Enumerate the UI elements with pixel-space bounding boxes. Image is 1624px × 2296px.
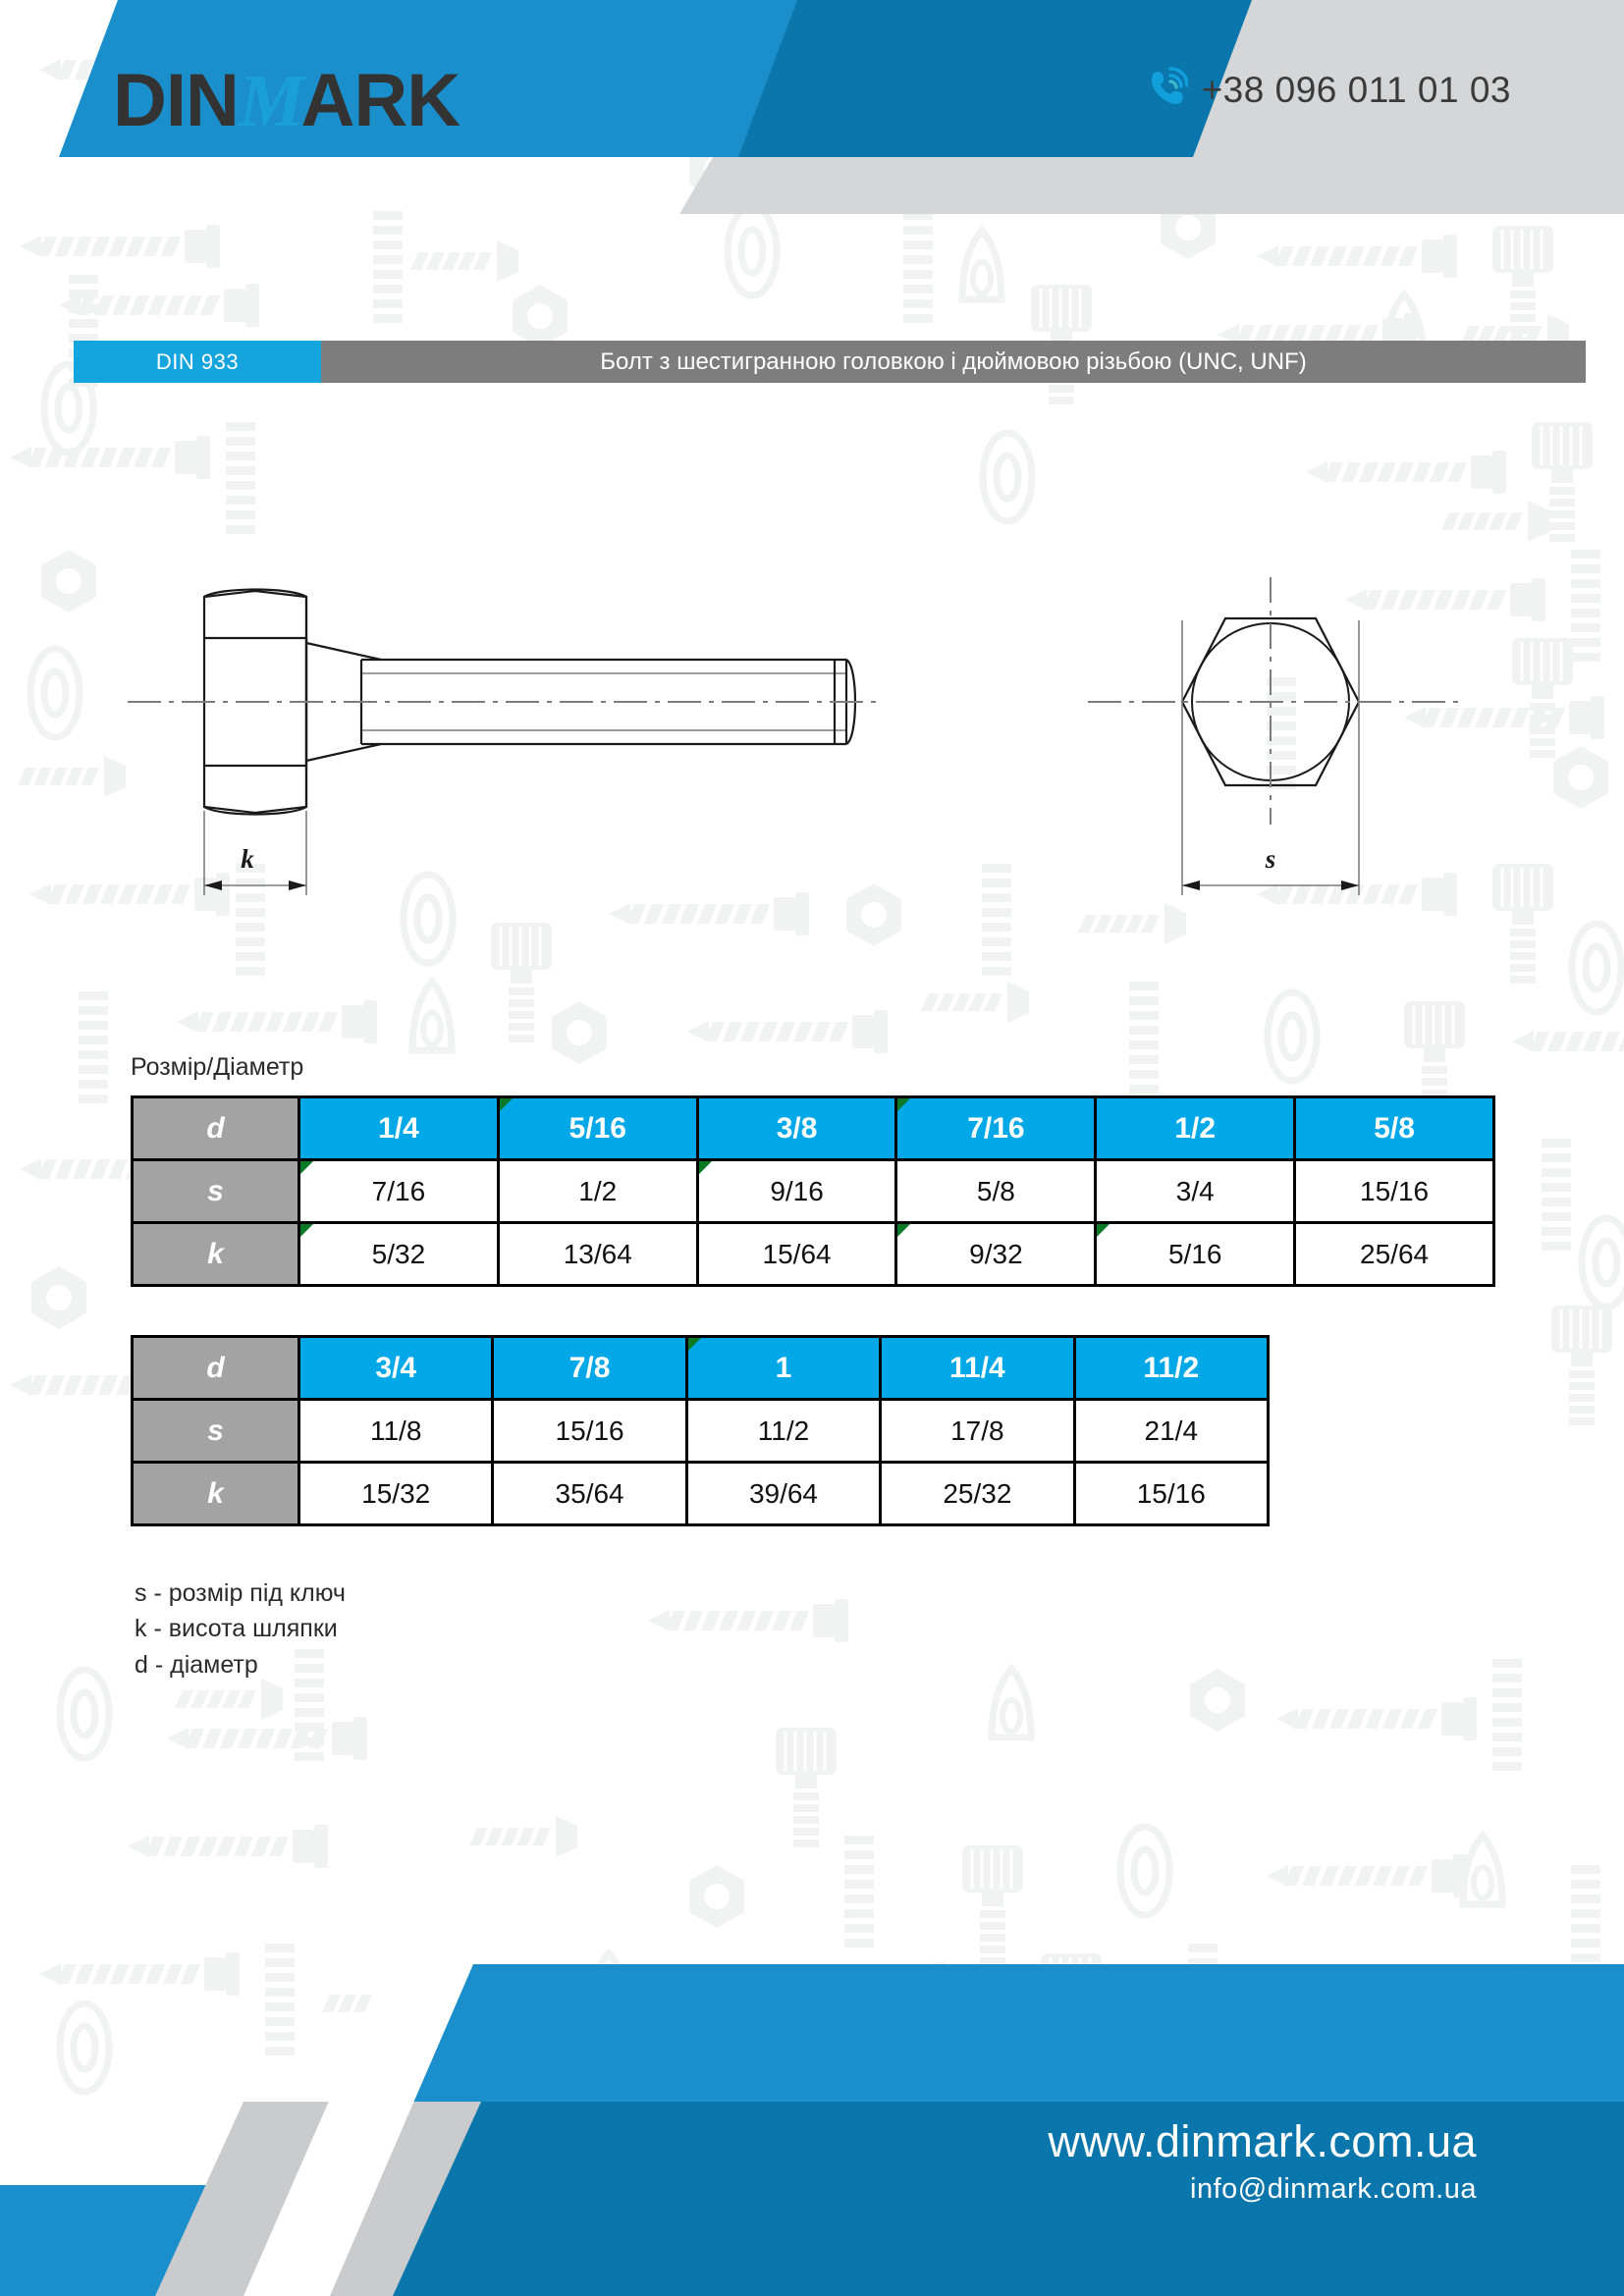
logo-text-ark: ARK xyxy=(300,59,460,142)
dimensions-table-2 xyxy=(131,1335,1270,1526)
table-cell: 1/4 xyxy=(299,1097,499,1160)
table-cell: 5/16 xyxy=(1096,1223,1295,1286)
size-diameter-caption: Розмір/Діаметр xyxy=(131,1053,304,1081)
logo-text-m: M xyxy=(238,60,301,142)
table-cell: 7/16 xyxy=(896,1097,1096,1160)
table-cell: 5/8 xyxy=(896,1160,1096,1223)
table-cell: 35/64 xyxy=(493,1463,686,1525)
table-cell: 25/64 xyxy=(1295,1223,1494,1286)
table-cell: 25/32 xyxy=(881,1463,1074,1525)
row-label-d: d xyxy=(133,1337,299,1400)
product-title: Болт з шестигранною головкою і дюймовою різьбою (UNC, UNF) xyxy=(321,341,1586,383)
table-cell: 15/16 xyxy=(1074,1463,1268,1525)
row-label-k: k xyxy=(133,1463,299,1525)
table-row-k xyxy=(133,1223,1494,1286)
table-cell: 3/4 xyxy=(1096,1160,1295,1223)
dimensions-table-1 xyxy=(131,1095,1495,1287)
table-cell: 5/16 xyxy=(498,1097,697,1160)
table-cell: 13/64 xyxy=(498,1223,697,1286)
dimension-label-k: k xyxy=(241,844,254,874)
table-cell: 15/16 xyxy=(1295,1160,1494,1223)
table-row-s xyxy=(133,1400,1269,1463)
table-cell: 9/32 xyxy=(896,1223,1096,1286)
dinmark-logo[interactable] xyxy=(113,59,460,142)
dimension-label-s: s xyxy=(1265,844,1276,874)
table-cell: 5/32 xyxy=(299,1223,499,1286)
logo-text-din: DIN xyxy=(113,59,239,142)
table-cell: 11/4 xyxy=(881,1337,1074,1400)
row-label-d: d xyxy=(133,1097,299,1160)
legend-line-s: s - розмір під ключ xyxy=(135,1579,346,1607)
table-row-k xyxy=(133,1463,1269,1525)
table-row-s xyxy=(133,1160,1494,1223)
table-cell: 11/2 xyxy=(686,1400,880,1463)
table-cell: 21/4 xyxy=(1074,1400,1268,1463)
table-row-d xyxy=(133,1337,1269,1400)
table-cell: 3/4 xyxy=(299,1337,493,1400)
table-cell: 9/16 xyxy=(697,1160,896,1223)
row-label-s: s xyxy=(133,1400,299,1463)
website-url[interactable]: www.dinmark.com.ua xyxy=(1048,2116,1477,2166)
phone-number-text: +38 096 011 01 03 xyxy=(1201,69,1511,110)
table-cell: 5/8 xyxy=(1295,1097,1494,1160)
table-cell: 15/16 xyxy=(493,1400,686,1463)
table-cell: 11/2 xyxy=(1074,1337,1268,1400)
dimension-legend xyxy=(135,1575,346,1682)
email-address[interactable]: info@dinmark.com.ua xyxy=(1190,2173,1477,2205)
row-label-k: k xyxy=(133,1223,299,1286)
standard-title-bar xyxy=(74,341,1586,383)
table-cell: 1/2 xyxy=(498,1160,697,1223)
table-cell: 1 xyxy=(686,1337,880,1400)
table-cell: 1/2 xyxy=(1096,1097,1295,1160)
row-label-s: s xyxy=(133,1160,299,1223)
legend-line-k: k - висота шляпки xyxy=(135,1615,338,1643)
footer-contacts xyxy=(1048,2116,1477,2206)
phone-contact-block[interactable] xyxy=(1147,67,1511,113)
technical-drawing xyxy=(0,510,1624,923)
table-cell: 11/8 xyxy=(299,1400,493,1463)
table-cell: 15/64 xyxy=(697,1223,896,1286)
table-cell: 15/32 xyxy=(299,1463,493,1525)
phone-call-icon xyxy=(1147,67,1188,113)
table-cell: 3/8 xyxy=(697,1097,896,1160)
legend-line-d: d - діаметр xyxy=(135,1650,258,1679)
din-standard-badge: DIN 933 xyxy=(74,341,321,383)
page-header xyxy=(0,0,1624,304)
table-cell: 7/8 xyxy=(493,1337,686,1400)
table-cell: 7/16 xyxy=(299,1160,499,1223)
table-row-d xyxy=(133,1097,1494,1160)
page-footer xyxy=(0,1884,1624,2296)
table-cell: 39/64 xyxy=(686,1463,880,1525)
table-cell: 17/8 xyxy=(881,1400,1074,1463)
